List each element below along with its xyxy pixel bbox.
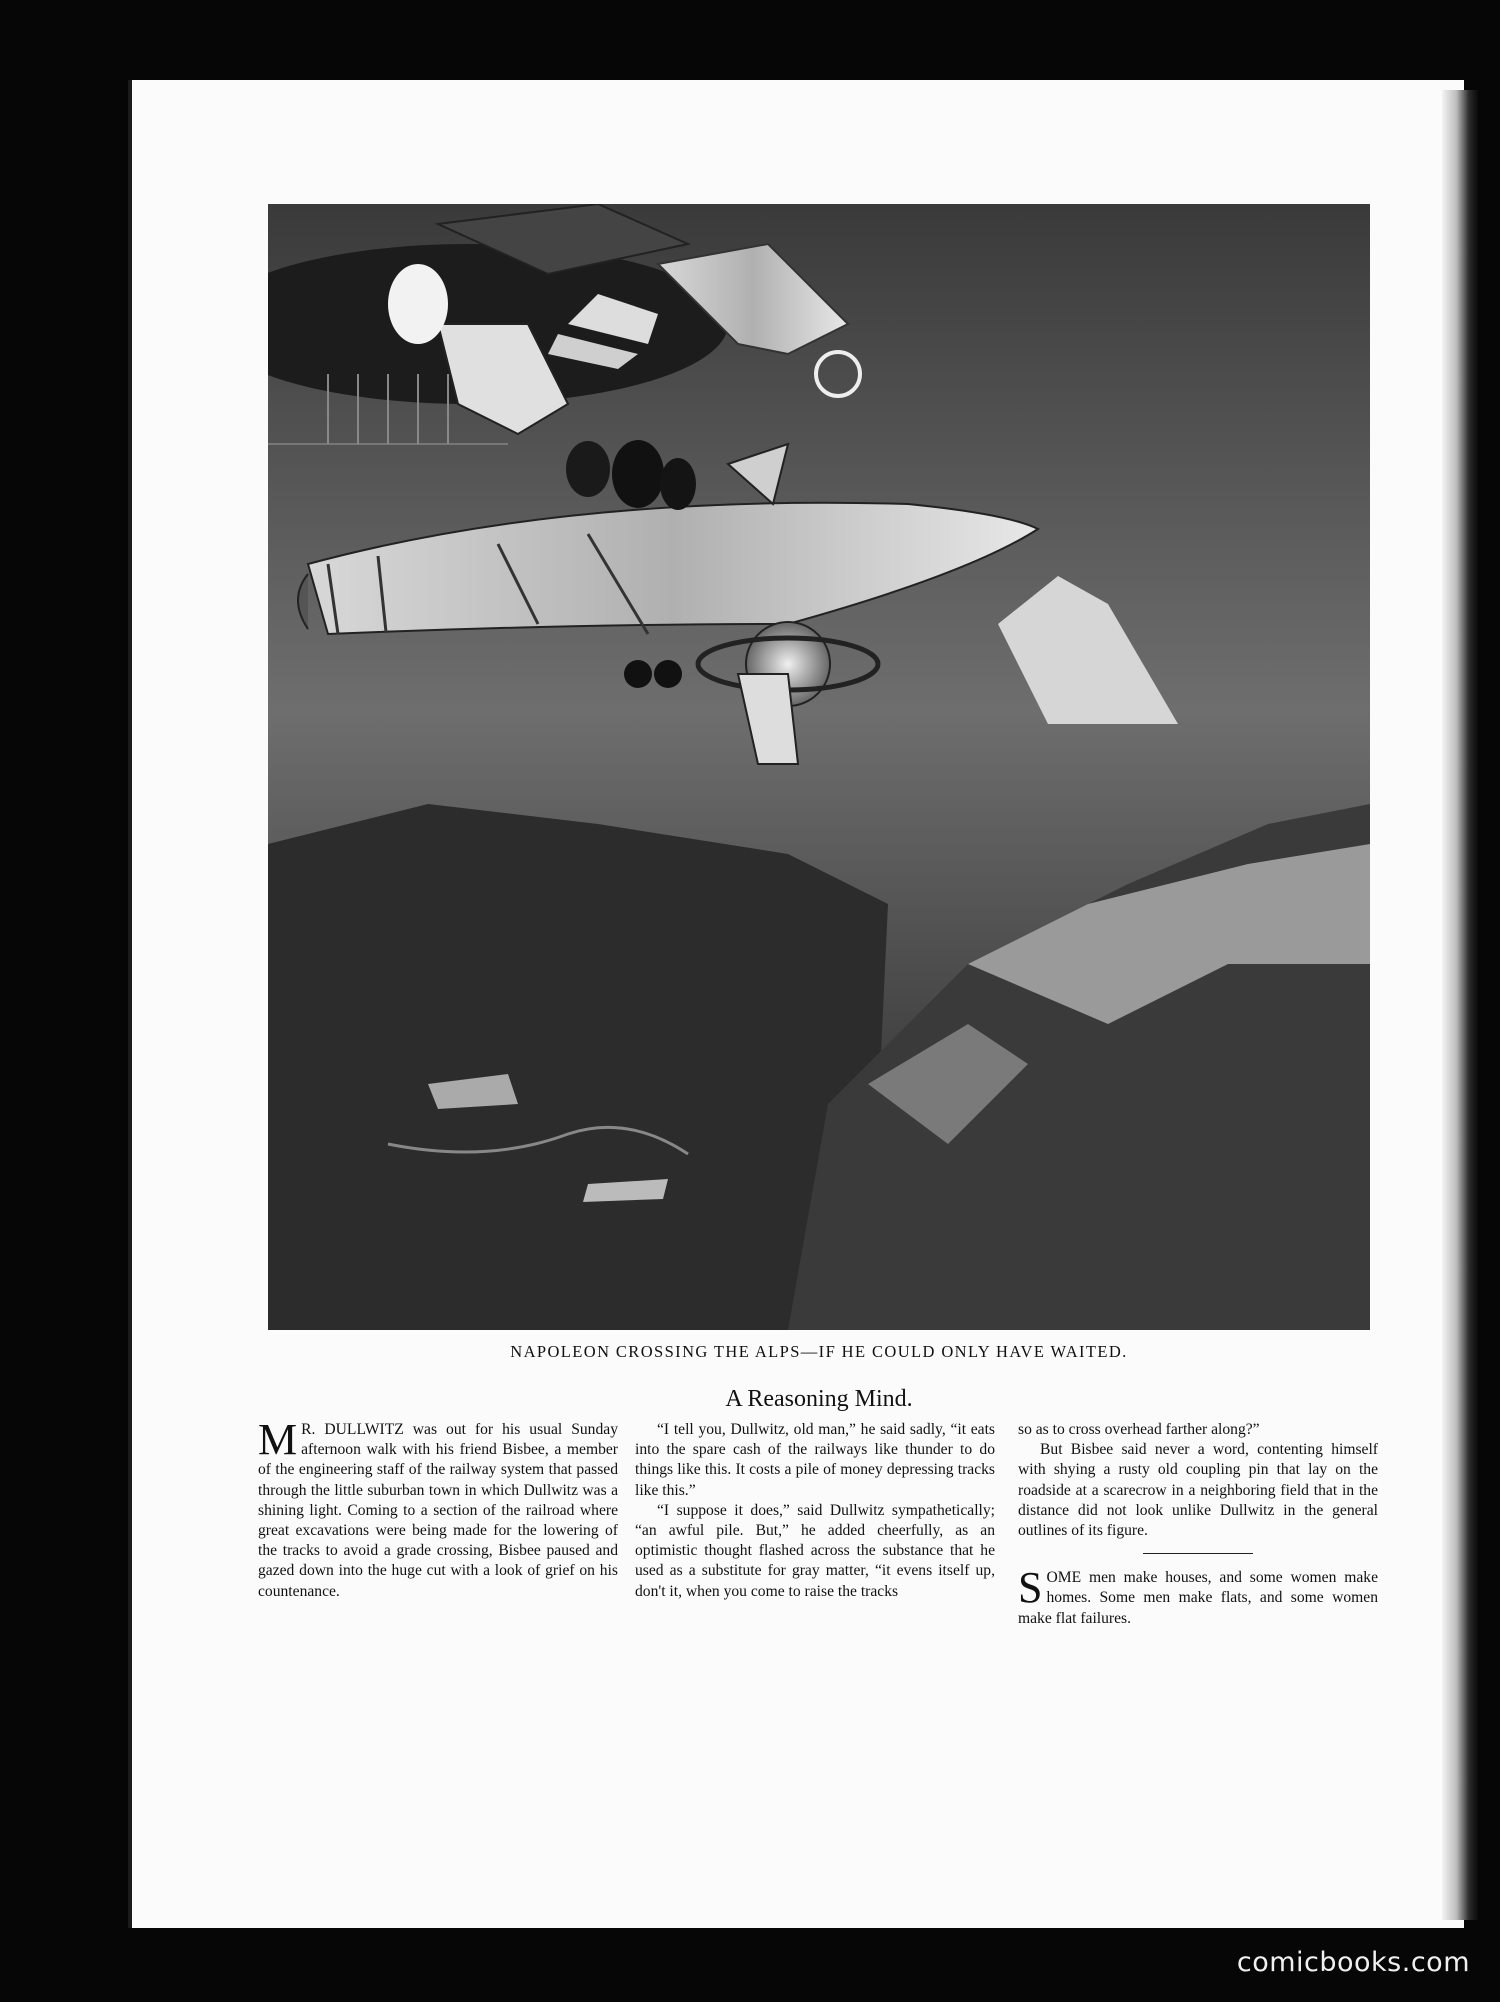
illustration-caption: NAPOLEON CROSSING THE ALPS—IF HE COULD ONLY HAVE WAITED. (510, 1342, 1128, 1361)
article-column-1 (258, 1415, 618, 1602)
squib-paragraph (1018, 1563, 1378, 1629)
article-column-3 (1018, 1420, 1378, 1629)
page-spine (1442, 90, 1478, 1920)
article-paragraph-5: But Bisbee said never a word, contenting himself with shying a rusty old coupling pin that lay on the roadside at a scarecrow in a neighboring field that in the distance did not look unlike Dullwitz in the general outlines of its figure. (1018, 1441, 1378, 1540)
squib-text: OME men make houses, and some women make homes. Some men make flats, and some women make flat failures. (1018, 1569, 1378, 1627)
article-paragraph-1 (258, 1415, 618, 1602)
article-column-2 (635, 1420, 995, 1602)
article-title: A Reasoning Mind. (725, 1386, 913, 1412)
section-divider (1143, 1553, 1253, 1554)
article-paragraph-4: so as to cross overhead farther along?” (1018, 1421, 1260, 1438)
article-paragraph-2: “I tell you, Dullwitz, old man,” he said sadly, “it eats into the spare cash of the railways like thunder to do things like this. It costs a pile of money depressing tracks like this.” (635, 1421, 995, 1499)
watermark: comicbooks.com (1236, 1947, 1470, 1978)
illustration-napoleon-alps (268, 204, 1370, 1330)
dropcap-s: S (1018, 1563, 1043, 1613)
article-text-1: R. DULLWITZ was out for his usual Sunday afternoon walk with his friend Bisbee, a member of the engineering staff of the railway system that passed through the little suburban town in which Dullwitz was a shining light. Coming to a section of the railroad where great excavations were being made for the lowering of the tracks to avoid a grade crossing, Bisbee paused and gazed down into the huge cut with a look of grief on his countenance. (258, 1421, 618, 1600)
article-paragraph-3: “I suppose it does,” said Dullwitz sympathetically; “an awful pile. But,” he added cheerfully, as an optimistic thought flashed across the substance that he used as a substitute for gray matter, “it evens itself up, don't it, when you come to raise the tracks (635, 1501, 995, 1600)
dropcap-m: M (258, 1415, 298, 1464)
